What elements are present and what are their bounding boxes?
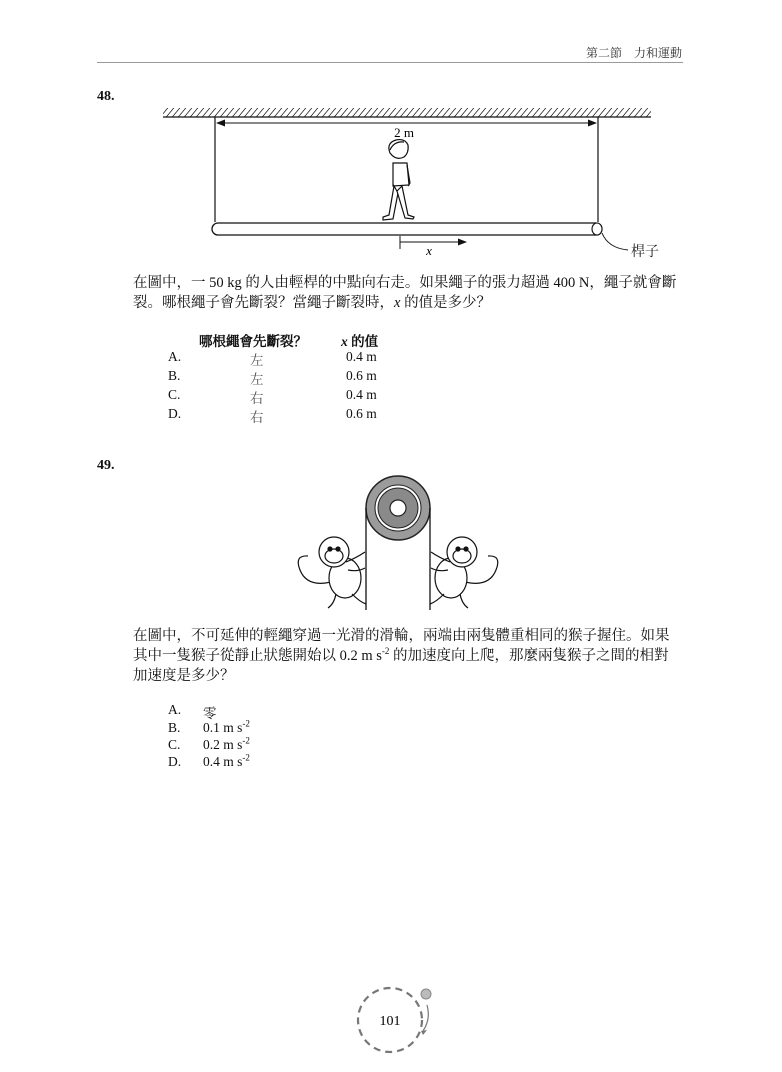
question-48-number: 48. — [97, 89, 115, 104]
page-number-badge — [345, 983, 445, 1058]
x-arrow — [400, 236, 467, 249]
distance-label: 2 m — [394, 125, 414, 140]
section-header: 第二節 力和運動 — [585, 46, 682, 60]
page-number: 101 — [379, 1014, 401, 1029]
rod-label-leader — [602, 233, 628, 250]
ceiling — [163, 108, 651, 117]
q48-stem-line2: 裂。哪根繩子會先斷裂？當繩子斷裂時，x 的值是多少？ — [133, 295, 492, 311]
left-monkey-icon — [298, 537, 366, 608]
q49-stem-line1: 在圖中，不可延伸的輕繩穿過一光滑的滑輪，兩端由兩隻體重相同的猴子握住。如果 — [133, 628, 670, 644]
question-49-number: 49. — [97, 458, 115, 473]
q49-stem — [133, 626, 683, 686]
person-icon — [383, 140, 414, 220]
x-label: x — [426, 243, 432, 258]
pulley-icon — [366, 476, 430, 540]
q48-header-x: x 的值 — [341, 334, 379, 349]
right-monkey-icon — [430, 537, 498, 608]
rod — [212, 223, 602, 235]
q48-stem-line1: 在圖中，一 50 kg 的人由輕桿的中點向右走。如果繩子的張力超過 400 N，繩子就會斷 — [133, 275, 677, 291]
q48-figure — [150, 100, 670, 265]
q49-stem-line3: 加速度是多少？ — [133, 668, 235, 684]
q48-header-rope: 哪根繩會先斷裂？ — [199, 334, 307, 349]
header-divider — [97, 62, 683, 63]
q49-stem-line2: 其中一隻猴子從靜止狀態開始以 0.2 m $s^{-2}$ 的加速度向上爬，那麼兩隻猴子之間的相對 — [133, 646, 669, 664]
q48-stem — [133, 273, 683, 313]
rod-label: 桿子 — [631, 245, 659, 260]
q49-figure — [280, 470, 520, 615]
